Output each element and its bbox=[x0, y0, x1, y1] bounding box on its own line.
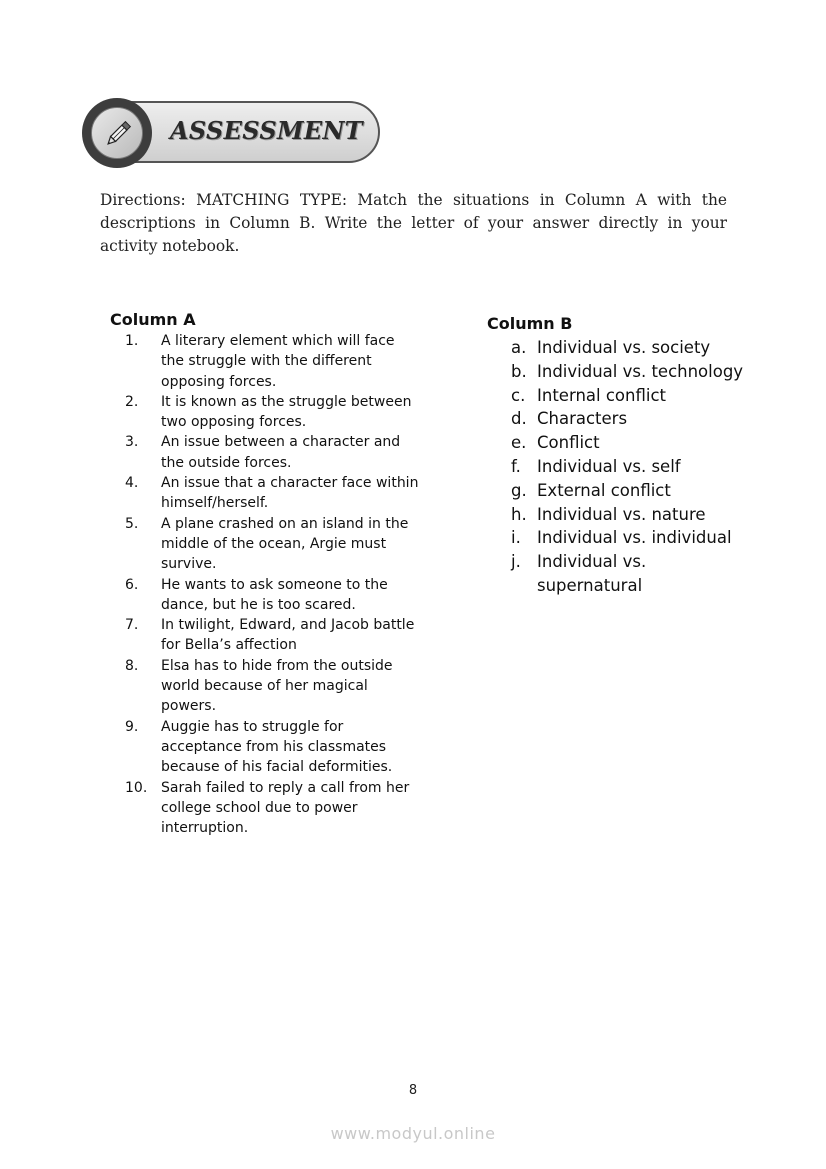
item-number: 6. bbox=[125, 576, 139, 593]
item-text: Internal conflict bbox=[537, 385, 666, 405]
item-text: Characters bbox=[537, 409, 628, 429]
item-number: 10. bbox=[125, 779, 148, 796]
list-item bbox=[487, 336, 747, 360]
item-text: It is known as the struggle between two opposing forces. bbox=[161, 393, 412, 431]
item-number: 3. bbox=[125, 434, 139, 451]
list-item bbox=[110, 575, 420, 616]
item-number: 7. bbox=[125, 617, 139, 634]
item-text: In twilight, Edward, and Jacob battle for Bella’s affection bbox=[161, 617, 415, 654]
item-number: 8. bbox=[125, 657, 139, 674]
item-letter: e. bbox=[511, 433, 527, 453]
list-item bbox=[487, 407, 747, 431]
list-item bbox=[110, 392, 420, 433]
item-text: Individual vs. supernatural bbox=[537, 552, 647, 595]
item-text: Individual vs. individual bbox=[537, 528, 732, 548]
watermark: www.modyul.online bbox=[330, 1124, 496, 1143]
item-letter: h. bbox=[511, 504, 527, 524]
column-a-title: Column A bbox=[110, 310, 196, 329]
item-letter: j. bbox=[511, 552, 521, 572]
item-letter: i. bbox=[511, 528, 521, 548]
item-number: 2. bbox=[125, 393, 139, 410]
column-a-list bbox=[110, 331, 420, 838]
item-text: Sarah failed to reply a call from her college school due to power interruption. bbox=[161, 779, 410, 837]
column-b bbox=[487, 314, 747, 598]
item-letter: g. bbox=[511, 480, 527, 500]
list-item bbox=[110, 778, 420, 839]
list-item bbox=[110, 615, 420, 656]
item-text: Individual vs. society bbox=[537, 338, 711, 357]
directions-text: Directions: MATCHING TYPE: Match the situations in Column A with the descriptions in Column B. Write the letter of your answer directly in your activity notebook. bbox=[100, 191, 727, 255]
item-text: Conflict bbox=[537, 433, 600, 453]
item-letter: c. bbox=[511, 385, 526, 405]
list-item bbox=[487, 550, 747, 598]
item-text: Individual vs. self bbox=[537, 456, 681, 476]
column-b-title: Column B bbox=[487, 314, 573, 333]
list-item bbox=[487, 384, 747, 408]
column-a bbox=[110, 310, 420, 838]
item-text: Individual vs. nature bbox=[537, 504, 706, 524]
list-item bbox=[487, 503, 747, 527]
list-item bbox=[110, 432, 420, 473]
list-item bbox=[110, 656, 420, 717]
section-title: ASSESSMENT bbox=[170, 116, 363, 145]
item-text: A plane crashed on an island in the middle of the ocean, Argie must survive. bbox=[161, 515, 409, 573]
column-b-list bbox=[487, 336, 747, 598]
page-number: 8 bbox=[408, 1083, 418, 1098]
item-letter: d. bbox=[511, 409, 527, 429]
list-item bbox=[487, 455, 747, 479]
item-number: 5. bbox=[125, 515, 139, 532]
item-text: Elsa has to hide from the outside world because of her magical powers. bbox=[161, 657, 393, 715]
item-letter: b. bbox=[511, 361, 527, 381]
item-text: An issue that a character face within himself/herself. bbox=[161, 475, 419, 512]
item-text: He wants to ask someone to the dance, but he is too scared. bbox=[161, 576, 388, 613]
item-number: 1. bbox=[125, 333, 139, 349]
item-text: Auggie has to struggle for acceptance from his classmates because of his facial deformities. bbox=[161, 718, 393, 776]
banner-icon-badge bbox=[82, 98, 152, 168]
item-number: 4. bbox=[125, 475, 139, 492]
item-number: 9. bbox=[125, 718, 139, 735]
list-item bbox=[110, 514, 420, 575]
item-letter: a. bbox=[511, 338, 527, 357]
item-letter: f. bbox=[511, 456, 521, 476]
item-text: External conflict bbox=[537, 480, 671, 500]
list-item bbox=[110, 717, 420, 778]
list-item bbox=[110, 331, 420, 392]
list-item bbox=[110, 473, 420, 514]
item-text: An issue between a character and the outside forces. bbox=[161, 434, 401, 471]
list-item bbox=[487, 360, 747, 384]
assessment-banner bbox=[82, 98, 384, 168]
item-text: Individual vs. technology bbox=[537, 361, 744, 381]
list-item bbox=[487, 479, 747, 503]
list-item bbox=[487, 526, 747, 550]
item-text: A literary element which will face the struggle with the different opposing forces. bbox=[161, 333, 395, 390]
pencil-icon bbox=[102, 118, 134, 150]
list-item bbox=[487, 431, 747, 455]
